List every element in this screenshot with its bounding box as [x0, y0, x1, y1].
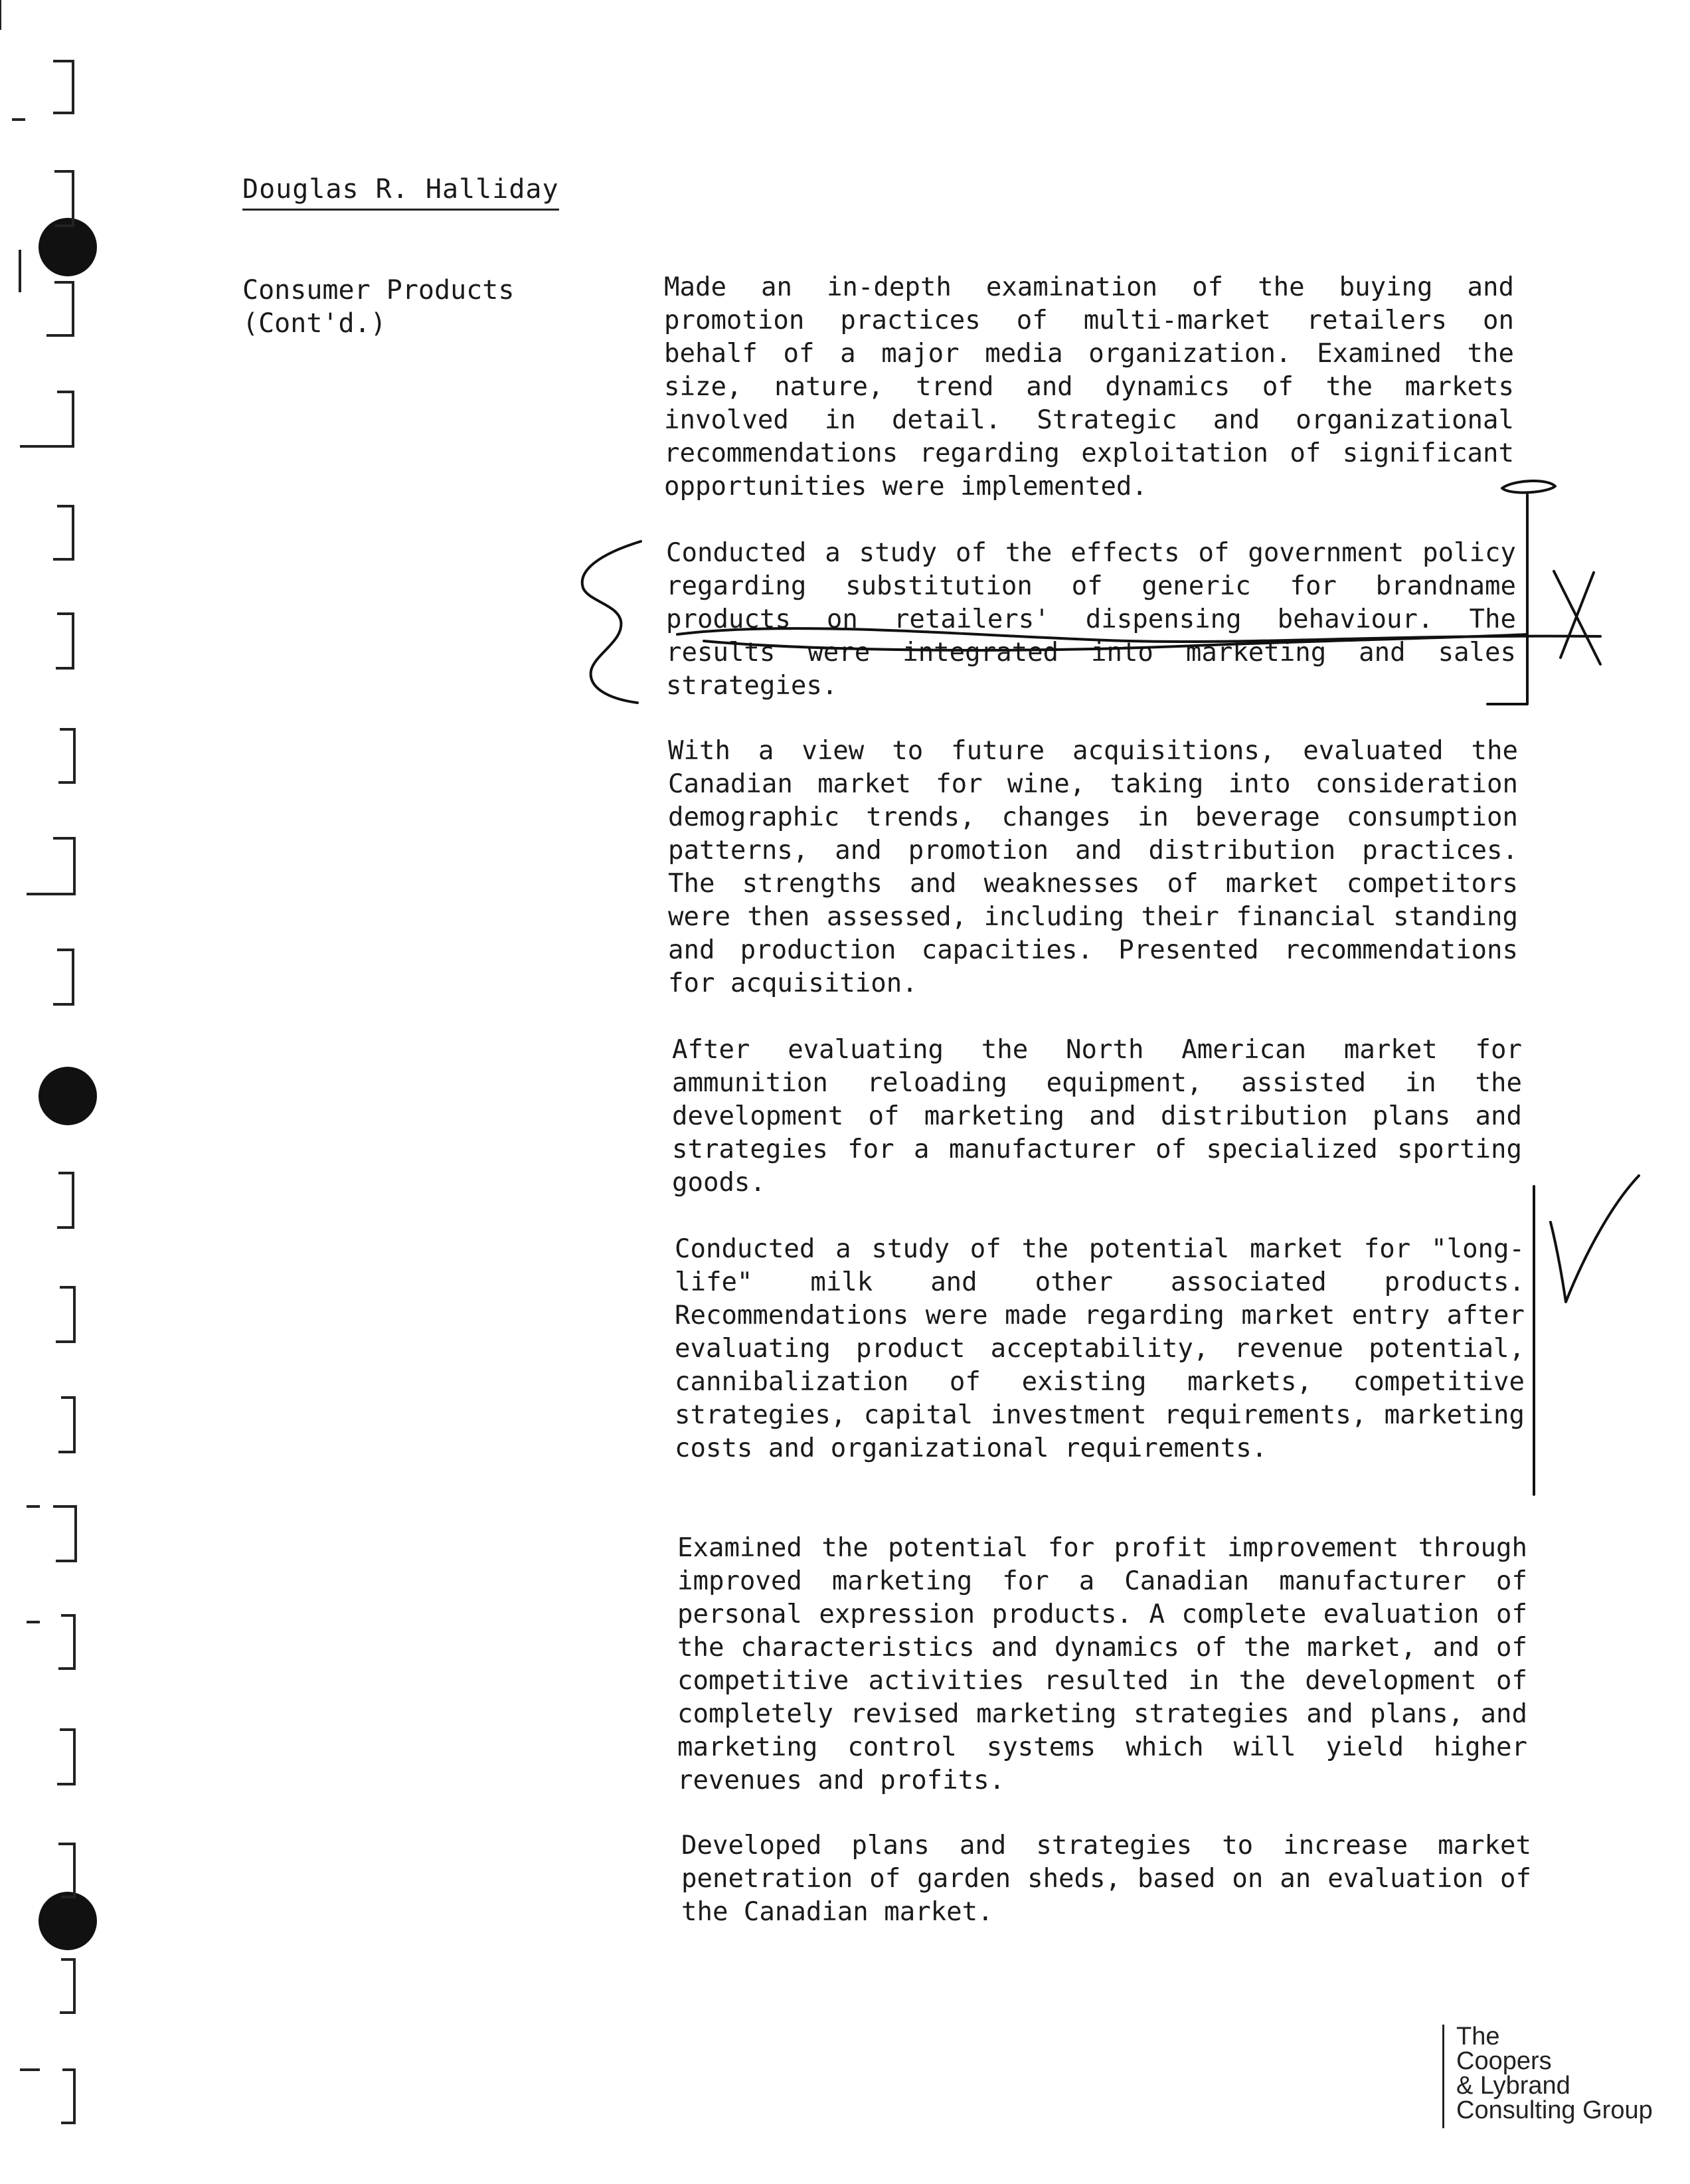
brace-mark — [582, 541, 641, 703]
paragraph-ammunition-equipment: After evaluating the North American market for ammunition reloading equipment, assisted in the development of marketing and distribution plans and strategies for a manufacturer of specialized sporting goods. — [672, 1035, 1522, 1198]
paragraph-wine-market: With a view to future acquisitions, evaluated the Canadian market for wine, taking into consideration demographic trends, changes in beverage consumption patterns, and promotion and distribution practices. The strengths and weaknesses of market competitors were then assessed, including their financial standing and production capacities. Presented recommendations for acquisition. — [668, 736, 1518, 998]
bracket-mark — [1487, 495, 1527, 704]
logo-line-3: & Lybrand — [1456, 2072, 1570, 2100]
paragraph-long-life-milk: Conducted a study of the potential market for "long-life" milk and other associated products. Recommendations were made regarding market entry after evaluating product acceptability, revenue potential, cannibalization of existing markets, competitive strategies, capital investment requirements, marketing costs and organizational requirements. — [675, 1234, 1525, 1463]
x-mark — [1554, 571, 1600, 664]
binding-brackets — [0, 0, 76, 2123]
section-heading: Consumer Products (Cont'd.) — [242, 275, 515, 339]
paragraph-generic-substitution: Conducted a study of the effects of government policy regarding substitution of generic for brandname products on retailers' dispensing behaviour. The results were integrated into marketing and sales strategies. — [666, 538, 1516, 701]
paragraph-media-retailers: Made an in-depth examination of the buying and promotion practices of multi-market retailers on behalf of a major media organization. Examined the size, nature, trend and dynamics of the markets involved in detail. Strategic and organizational recommendations regarding exploitation of significant opportunities were implemented. — [664, 272, 1514, 501]
logo-line-1: The — [1456, 2025, 1500, 2050]
logo-line-4: Consulting Group — [1456, 2096, 1653, 2124]
loop-mark — [1502, 481, 1555, 493]
handwritten-annotations — [582, 481, 1639, 1495]
punch-hole-bottom — [39, 1892, 97, 1950]
paragraph-garden-sheds: Developed plans and strategies to increase market penetration of garden sheds, based on an evaluation of the Canadian market. — [681, 1831, 1531, 1927]
logo-line-2: Coopers — [1456, 2047, 1552, 2075]
person-name: Douglas R. Halliday — [242, 174, 559, 211]
paragraph-personal-expression: Examined the potential for profit improvement through improved marketing for a Canadian manufacturer of personal expression products. A complete evaluation of the characteristics and dynamics of the market, and of competitive activities resulted in the development of completely revised marketing strategies and plans, and marketing control systems which will yield higher revenues and profits. — [677, 1533, 1527, 1795]
underline-mark — [677, 628, 1600, 642]
check-mark — [1551, 1176, 1639, 1302]
punch-hole-middle — [39, 1067, 97, 1125]
